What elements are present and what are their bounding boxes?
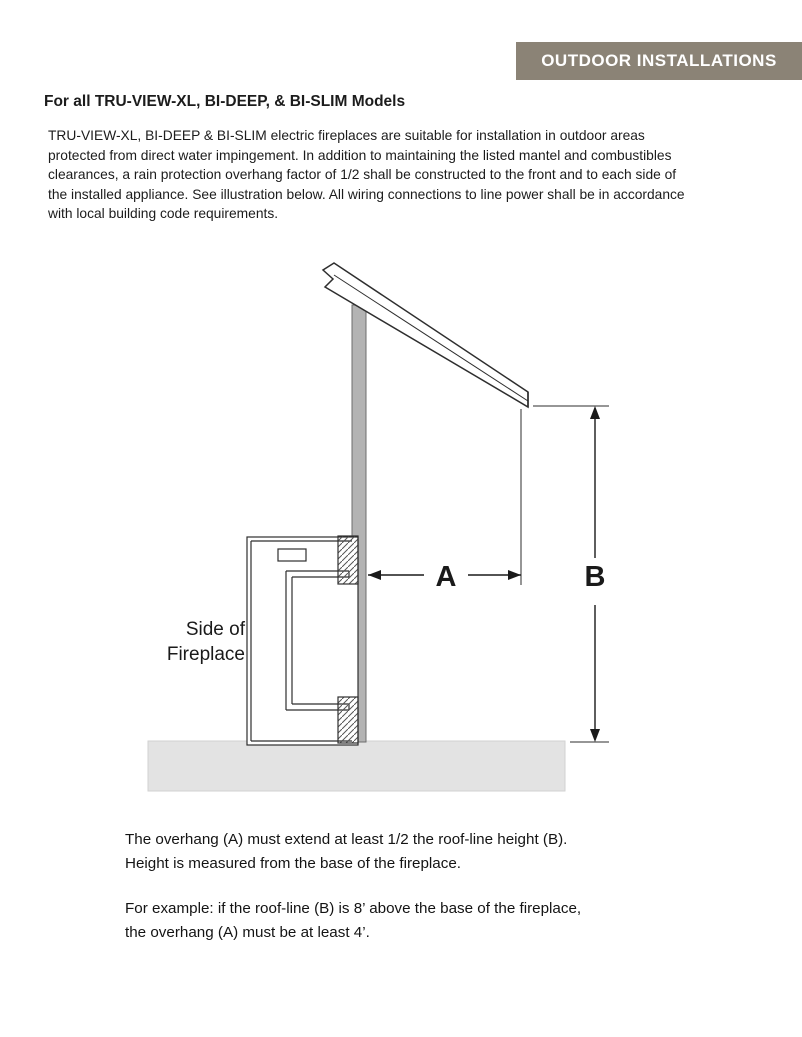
notes-section [125,828,685,945]
section-banner-label: OUTDOOR INSTALLATIONS [541,51,777,70]
dim-b-label: B [584,561,606,593]
note-line: Height is measured from the base of the fireplace. [125,855,461,872]
note-line: the overhang (A) must be at least 4’. [125,924,370,941]
intro-line: clearances, a rain protection overhang factor of 1/2 shall be constructed to the front and to each side of [48,167,677,183]
dim-a-label: A [435,561,457,593]
note-paragraph-1 [125,828,685,876]
note-line: The overhang (A) must extend at least 1/2 the roof-line height (B). [125,831,568,848]
section-banner [516,42,802,80]
intro-paragraph [48,126,738,224]
note-line: For example: if the roof-line (B) is 8’ above the base of the fireplace, [125,900,582,917]
side-of-fireplace-label [167,619,246,665]
intro-line: protected from direct water impingement. In addition to maintaining the listed mantel and combustibles [48,147,672,163]
intro-line: with local building code requirements. [48,206,279,222]
note-paragraph-2 [125,897,685,945]
fireplace-section [247,536,358,745]
side-of-fireplace-label-line1: Side of [185,619,245,640]
page-title: For all TRU-VIEW-XL, BI-DEEP, & BI-SLIM Models [44,93,406,110]
mounting-bracket-top [338,536,358,584]
installation-diagram [0,255,802,800]
mounting-bracket-bottom [338,697,358,743]
base-slab [148,741,565,791]
intro-line: the installed appliance. See illustration below. All wiring connections to line power shall be in accordance [48,186,685,202]
side-of-fireplace-label-line2: Fireplace [166,644,245,665]
intro-line: TRU-VIEW-XL, BI-DEEP & BI-SLIM electric fireplaces are suitable for installation in outdoor areas [48,128,645,143]
